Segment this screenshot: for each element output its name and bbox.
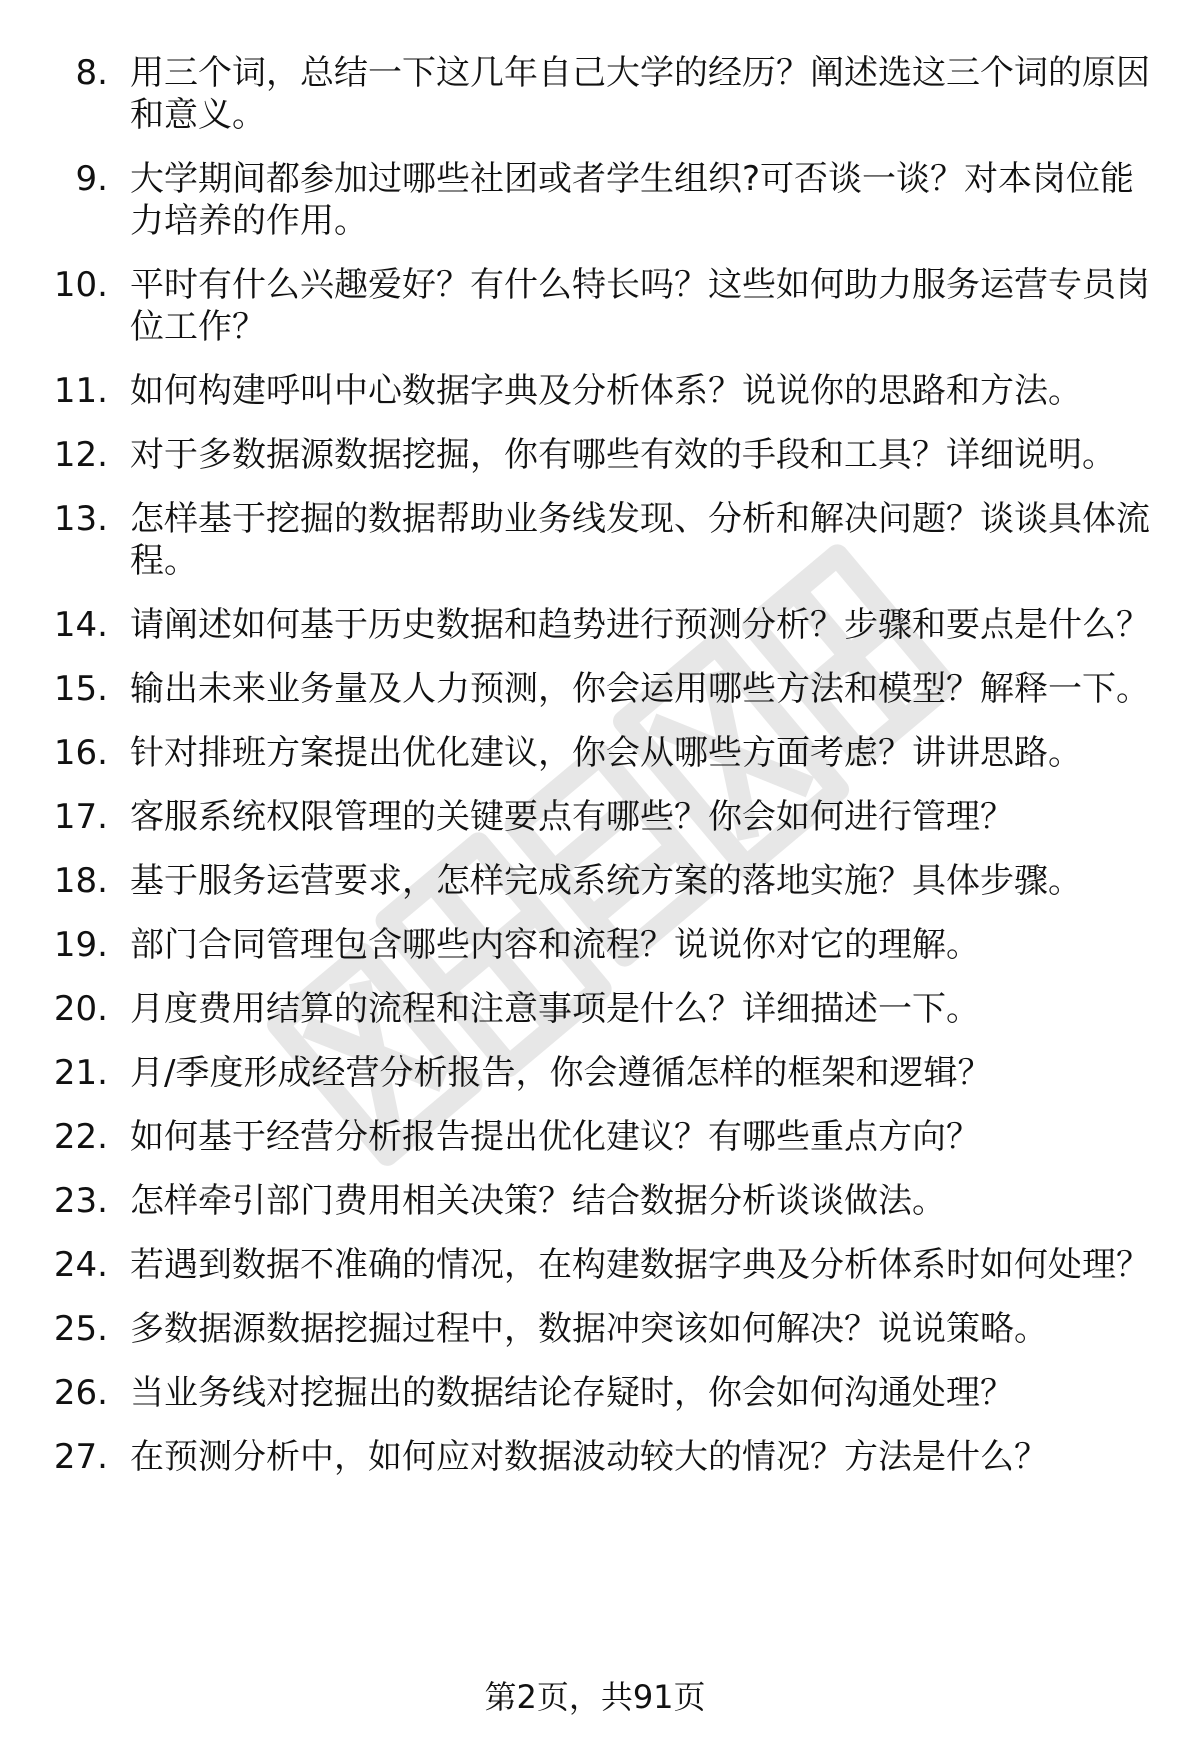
- list-item: [0, 924, 1190, 966]
- list-item: [0, 264, 1190, 348]
- question-text: 在预测分析中，如何应对数据波动较大的情况？方法是什么？: [130, 1437, 1048, 1477]
- list-item: [0, 1372, 1190, 1414]
- question-text: 月/季度形成经营分析报告，你会遵循怎样的框架和逻辑？: [130, 1053, 992, 1093]
- question-text: 用三个词，总结一下这几年自己大学的经历？阐述选这三个词的原因和意义。: [130, 53, 1150, 135]
- question-number: 23.: [53, 1181, 108, 1221]
- question-text: 月度费用结算的流程和注意事项是什么？详细描述一下。: [130, 989, 980, 1029]
- page-footer: [0, 1677, 1190, 1717]
- question-number: 11.: [53, 371, 108, 411]
- question-text: 大学期间都参加过哪些社团或者学生组织?可否谈一谈？对本岗位能力培养的作用。: [130, 159, 1135, 241]
- question-text: 如何基于经营分析报告提出优化建议？有哪些重点方向？: [130, 1117, 980, 1157]
- question-text: 怎样基于挖掘的数据帮助业务线发现、分析和解决问题？谈谈具体流程。: [130, 499, 1150, 581]
- list-item: [0, 1308, 1190, 1350]
- list-item: [0, 1244, 1190, 1286]
- question-number: 12.: [53, 435, 108, 475]
- question-number: 14.: [53, 605, 108, 645]
- question-text: 如何构建呼叫中心数据字典及分析体系？说说你的思路和方法。: [130, 371, 1082, 411]
- list-item: [0, 158, 1190, 242]
- list-item: [0, 1116, 1190, 1158]
- question-text: 请阐述如何基于历史数据和趋势进行预测分析？步骤和要点是什么？: [130, 605, 1150, 645]
- page-number-label: 第2页，共91页: [484, 1678, 706, 1716]
- question-number: 27.: [53, 1437, 108, 1477]
- list-item: [0, 860, 1190, 902]
- list-item: [0, 1180, 1190, 1222]
- list-item: [0, 988, 1190, 1030]
- question-text: 基于服务运营要求，怎样完成系统方案的落地实施？具体步骤。: [130, 861, 1082, 901]
- question-number: 9.: [75, 159, 108, 199]
- question-number: 15.: [53, 669, 108, 709]
- list-item: [0, 52, 1190, 136]
- list-item: [0, 498, 1190, 582]
- question-text: 输出未来业务量及人力预测，你会运用哪些方法和模型？解释一下。: [130, 669, 1150, 709]
- list-item: [0, 732, 1190, 774]
- list-item: [0, 434, 1190, 476]
- question-number: 16.: [53, 733, 108, 773]
- question-text: 客服系统权限管理的关键要点有哪些？你会如何进行管理？: [130, 797, 1014, 837]
- question-text: 怎样牵引部门费用相关决策？结合数据分析谈谈做法。: [130, 1181, 946, 1221]
- question-text: 部门合同管理包含哪些内容和流程？说说你对它的理解。: [130, 925, 980, 965]
- question-number: 10.: [53, 265, 108, 305]
- question-number: 24.: [53, 1245, 108, 1285]
- question-text: 当业务线对挖掘出的数据结论存疑时，你会如何沟通处理？: [130, 1373, 1014, 1413]
- list-item: [0, 796, 1190, 838]
- question-number: 26.: [53, 1373, 108, 1413]
- list-item: [0, 668, 1190, 710]
- list-item: [0, 604, 1190, 646]
- question-number: 21.: [53, 1053, 108, 1093]
- question-text: 针对排班方案提出优化建议，你会从哪些方面考虑？讲讲思路。: [130, 733, 1082, 773]
- question-number: 19.: [53, 925, 108, 965]
- question-text: 多数据源数据挖掘过程中，数据冲突该如何解决？说说策略。: [130, 1309, 1048, 1349]
- question-number: 22.: [53, 1117, 108, 1157]
- question-text: 若遇到数据不准确的情况，在构建数据字典及分析体系时如何处理？: [130, 1245, 1150, 1285]
- question-text: 对于多数据源数据挖掘，你有哪些有效的手段和工具？详细说明。: [130, 435, 1116, 475]
- list-item: [0, 1052, 1190, 1094]
- question-number: 8.: [75, 53, 108, 93]
- question-number: 20.: [53, 989, 108, 1029]
- list-item: [0, 1436, 1190, 1478]
- question-number: 25.: [53, 1309, 108, 1349]
- question-list: [0, 52, 1190, 1500]
- question-number: 13.: [53, 499, 108, 539]
- list-item: [0, 370, 1190, 412]
- question-number: 17.: [53, 797, 108, 837]
- question-text: 平时有什么兴趣爱好？有什么特长吗？这些如何助力服务运营专员岗位工作？: [130, 265, 1150, 347]
- question-number: 18.: [53, 861, 108, 901]
